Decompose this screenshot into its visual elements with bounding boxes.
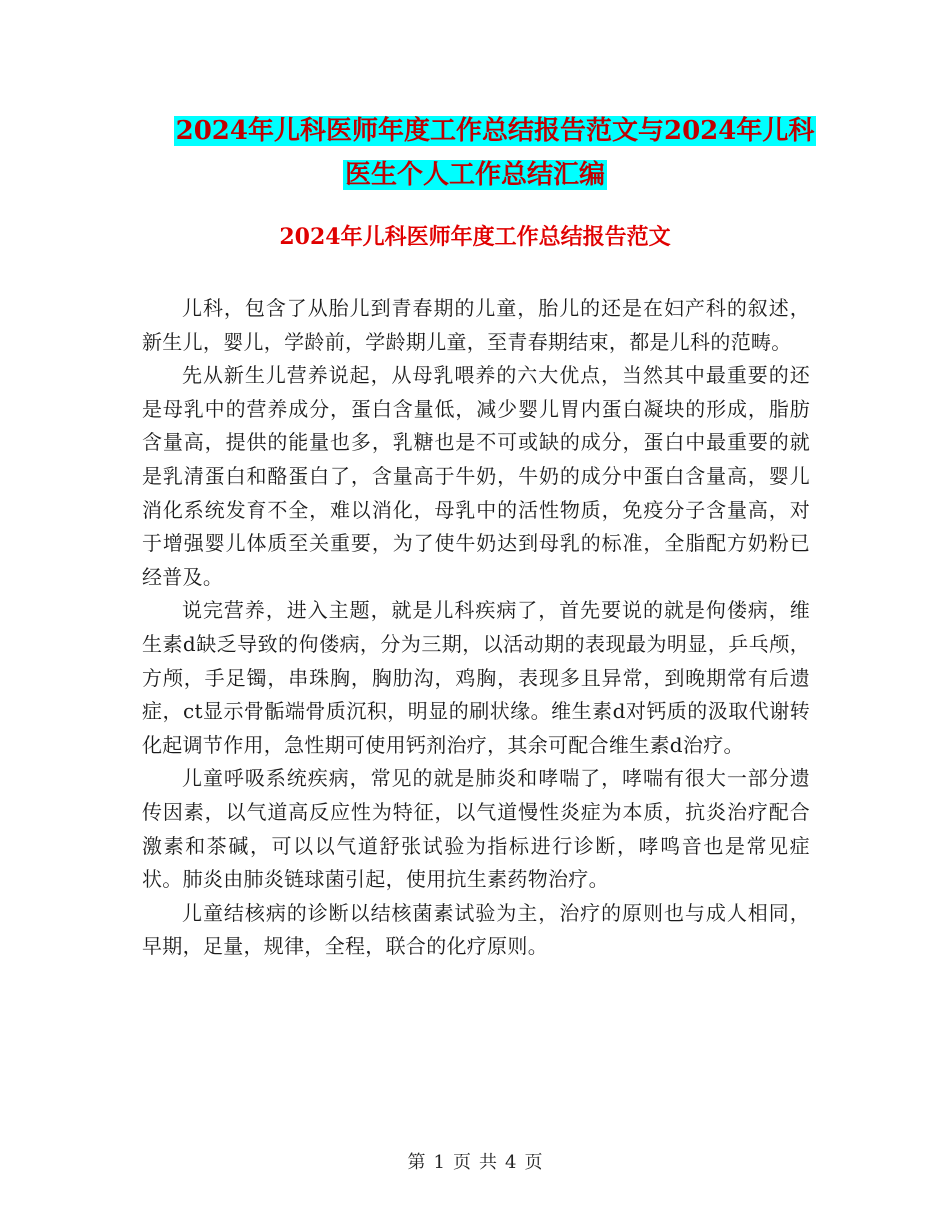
footer-label-of: 页 xyxy=(453,1152,471,1173)
paragraph: 说完营养，进入主题，就是儿科疾病了，首先要说的就是佝偻病，维生素d缺乏导致的佝偻病，分为三期，以活动期的表现最为明显，乒乓颅，方颅，手足镯，串珠胸，胸肋沟，鸡胸，表现多且异常，到晚期常有后遗症，ct显示骨骺端骨质沉积，明显的刷状缘。维生素d对钙质的汲取代谢转化起调节作用，急性期可使用钙剂治疗，其余可配合维生素d治疗。 xyxy=(142,598,810,757)
total-pages-number: 4 xyxy=(505,1152,517,1173)
paragraph: 儿科，包含了从胎儿到青春期的儿童，胎儿的还是在妇产科的叙述，新生儿，婴儿，学龄前，学龄期儿童，至青春期结束，都是儿科的范畴。 xyxy=(142,296,810,354)
footer-label-pages-end: 页 xyxy=(524,1152,543,1173)
paragraph: 儿童结核病的诊断以结核菌素试验为主，治疗的原则也与成人相同，早期，足量，规律，全程，联合的化疗原则。 xyxy=(142,900,810,959)
footer-label-total: 共 xyxy=(479,1152,497,1173)
document-title-line-2 xyxy=(0,158,950,192)
section-title: 2024年儿科医师年度工作总结报告范文 xyxy=(279,224,671,250)
paragraph: 先从新生儿营养说起，从母乳喂养的六大优点，当然其中最重要的还是母乳中的营养成分，蛋白含量低，减少婴儿胃内蛋白凝块的形成，脂肪含量高，提供的能量也多，乳糖也是不可或缺的成分，蛋白中最重要的就是乳清蛋白和酪蛋白了，含量高于牛奶，牛奶的成分中蛋白含量高，婴儿消化系统发育不全，难以消化，母乳中的活性物质，免疫分子含量高，对于增强婴儿体质至关重要，为了使牛奶达到母乳的标准，全脂配方奶粉已经普及。 xyxy=(142,363,810,589)
title-highlight: 2024年儿科医师年度工作总结报告范文与2024年儿科 xyxy=(175,116,815,146)
page-footer xyxy=(0,1152,950,1174)
current-page-number: 1 xyxy=(433,1152,445,1173)
document-body xyxy=(142,292,810,964)
footer-label-page: 第 xyxy=(407,1152,426,1173)
paragraph: 儿童呼吸系统疾病，常见的就是肺炎和哮喘了，哮喘有很大一部分遗传因素，以气道高反应性为特征，以气道慢性炎症为本质，抗炎治疗配合激素和茶碱，可以以气道舒张试验为指标进行诊断，哮鸣音也是常见症状。肺炎由肺炎链球菌引起，使用抗生素药物治疗。 xyxy=(142,766,810,892)
document-title-line-1 xyxy=(20,114,950,148)
title-highlight: 医生个人工作总结汇编 xyxy=(344,160,605,190)
